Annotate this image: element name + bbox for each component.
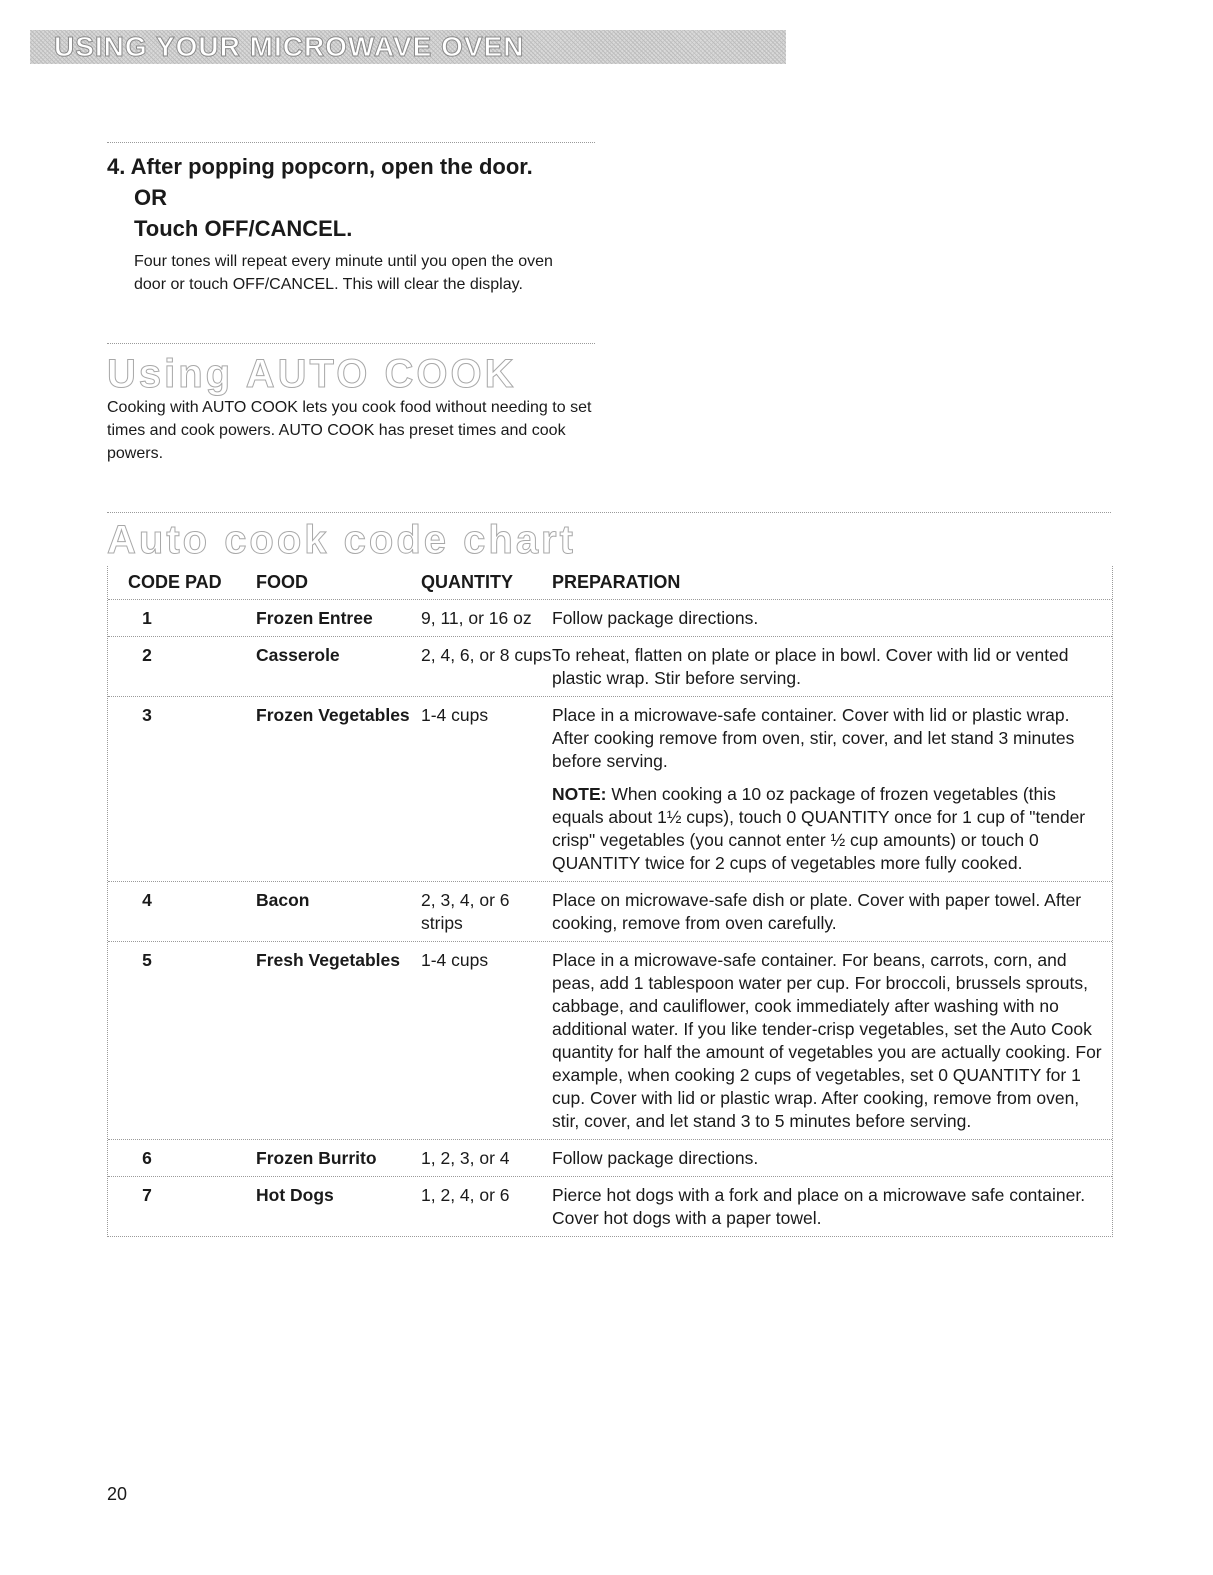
page-number: 20 [107, 1484, 128, 1504]
column-header-code-pad: CODE PAD [128, 572, 222, 592]
row-food: Frozen Burrito [256, 1148, 377, 1168]
row-quantity: 2, 4, 6, or 8 cups [421, 645, 552, 665]
table-row [108, 1139, 1112, 1176]
auto-cook-intro: Cooking with AUTO COOK lets you cook food without needing to set times and cook powers. AUTO COOK has preset times and cook powers. [107, 399, 592, 462]
divider [107, 512, 1111, 513]
row-quantity: 1, 2, 3, or 4 [421, 1148, 510, 1168]
step-body: Four tones will repeat every minute until you open the oven door or touch OFF/CANCEL. This will clear the display. [134, 253, 553, 293]
row-preparation [552, 697, 1107, 881]
column-header-food: FOOD [256, 572, 308, 592]
auto-cook-chart [107, 566, 1113, 1237]
column-header-preparation: PREPARATION [552, 572, 681, 592]
row-preparation-text: Place in a microwave-safe container. Cover with lid or plastic wrap. After cooking remove from oven, stir, cover, and let stand 3 minutes before serving. [552, 705, 1075, 771]
row-preparation: Follow package directions. [552, 608, 759, 628]
row-code: 4 [142, 890, 152, 910]
row-food: Hot Dogs [256, 1185, 334, 1205]
row-note [552, 783, 1107, 875]
auto-cook-title: Using AUTO COOK [107, 352, 517, 396]
table-row [108, 881, 1112, 941]
note-text: When cooking a 10 oz package of frozen vegetables (this equals about 1½ cups), touch 0 QUANTITY once for 1 cup of "tender crisp" vegetables (you cannot enter ½ cup amounts) or touch 0 QUANTITY twice for 2 cups of vegetables more fully cooked. [552, 784, 1086, 873]
section-banner-title: USING YOUR MICROWAVE OVEN [54, 31, 525, 62]
row-preparation: Place in a microwave-safe container. For beans, carrots, corn, and peas, add 1 tablespoon water per cup. For broccoli, brussels sprouts, cabbage, and cauliflower, cook immediately after washing with no additional water. If you like tender-crisp vegetables, set the Auto Cook quantity for half the amount of vegetables you are actually cooking. For example, when cooking 2 cups of vegetables, set 0 QUANTITY for 1 cup. Cover with lid or plastic wrap. After cooking, remove from oven, stir, cover, and let stand 3 to 5 minutes before serving. [552, 950, 1102, 1131]
divider [107, 142, 595, 143]
step-or: OR [134, 185, 167, 210]
row-food: Casserole [256, 645, 340, 665]
step-heading: 4. After popping popcorn, open the door. [107, 154, 533, 179]
table-row [108, 696, 1112, 881]
row-quantity: 1-4 cups [421, 950, 489, 970]
note-label: NOTE: [552, 784, 607, 804]
row-food: Bacon [256, 890, 310, 910]
row-quantity: 1, 2, 4, or 6 [421, 1185, 510, 1205]
section-banner [30, 30, 786, 64]
row-quantity: 2, 3, 4, or 6 strips [421, 890, 510, 933]
row-code: 5 [142, 950, 152, 970]
row-quantity: 1-4 cups [421, 705, 489, 725]
table-row [108, 636, 1112, 696]
row-preparation: Pierce hot dogs with a fork and place on a microwave safe container. Cover hot dogs with a paper towel. [552, 1185, 1086, 1228]
table-row [108, 599, 1112, 636]
divider [107, 343, 595, 344]
row-food: Frozen Vegetables [256, 705, 410, 725]
step-4 [107, 152, 607, 296]
row-quantity: 9, 11, or 16 oz [421, 608, 532, 628]
row-code: 7 [142, 1185, 152, 1205]
row-preparation: Follow package directions. [552, 1148, 759, 1168]
row-preparation: Place on microwave-safe dish or plate. Cover with paper towel. After cooking, remove from oven carefully. [552, 890, 1082, 933]
table-row [108, 941, 1112, 1139]
table-row [108, 1176, 1112, 1236]
row-food: Frozen Entree [256, 608, 373, 628]
row-food: Fresh Vegetables [256, 950, 400, 970]
row-code: 2 [142, 645, 152, 665]
step-alternative: Touch OFF/CANCEL. [134, 216, 353, 241]
column-header-quantity: QUANTITY [421, 572, 513, 592]
row-code: 6 [142, 1148, 152, 1168]
row-code: 3 [142, 705, 152, 725]
row-code: 1 [142, 608, 152, 628]
row-preparation: To reheat, flatten on plate or place in bowl. Cover with lid or vented plastic wrap. Stir before serving. [552, 645, 1069, 688]
chart-header-row [108, 566, 1112, 599]
chart-title: Auto cook code chart [107, 518, 576, 562]
